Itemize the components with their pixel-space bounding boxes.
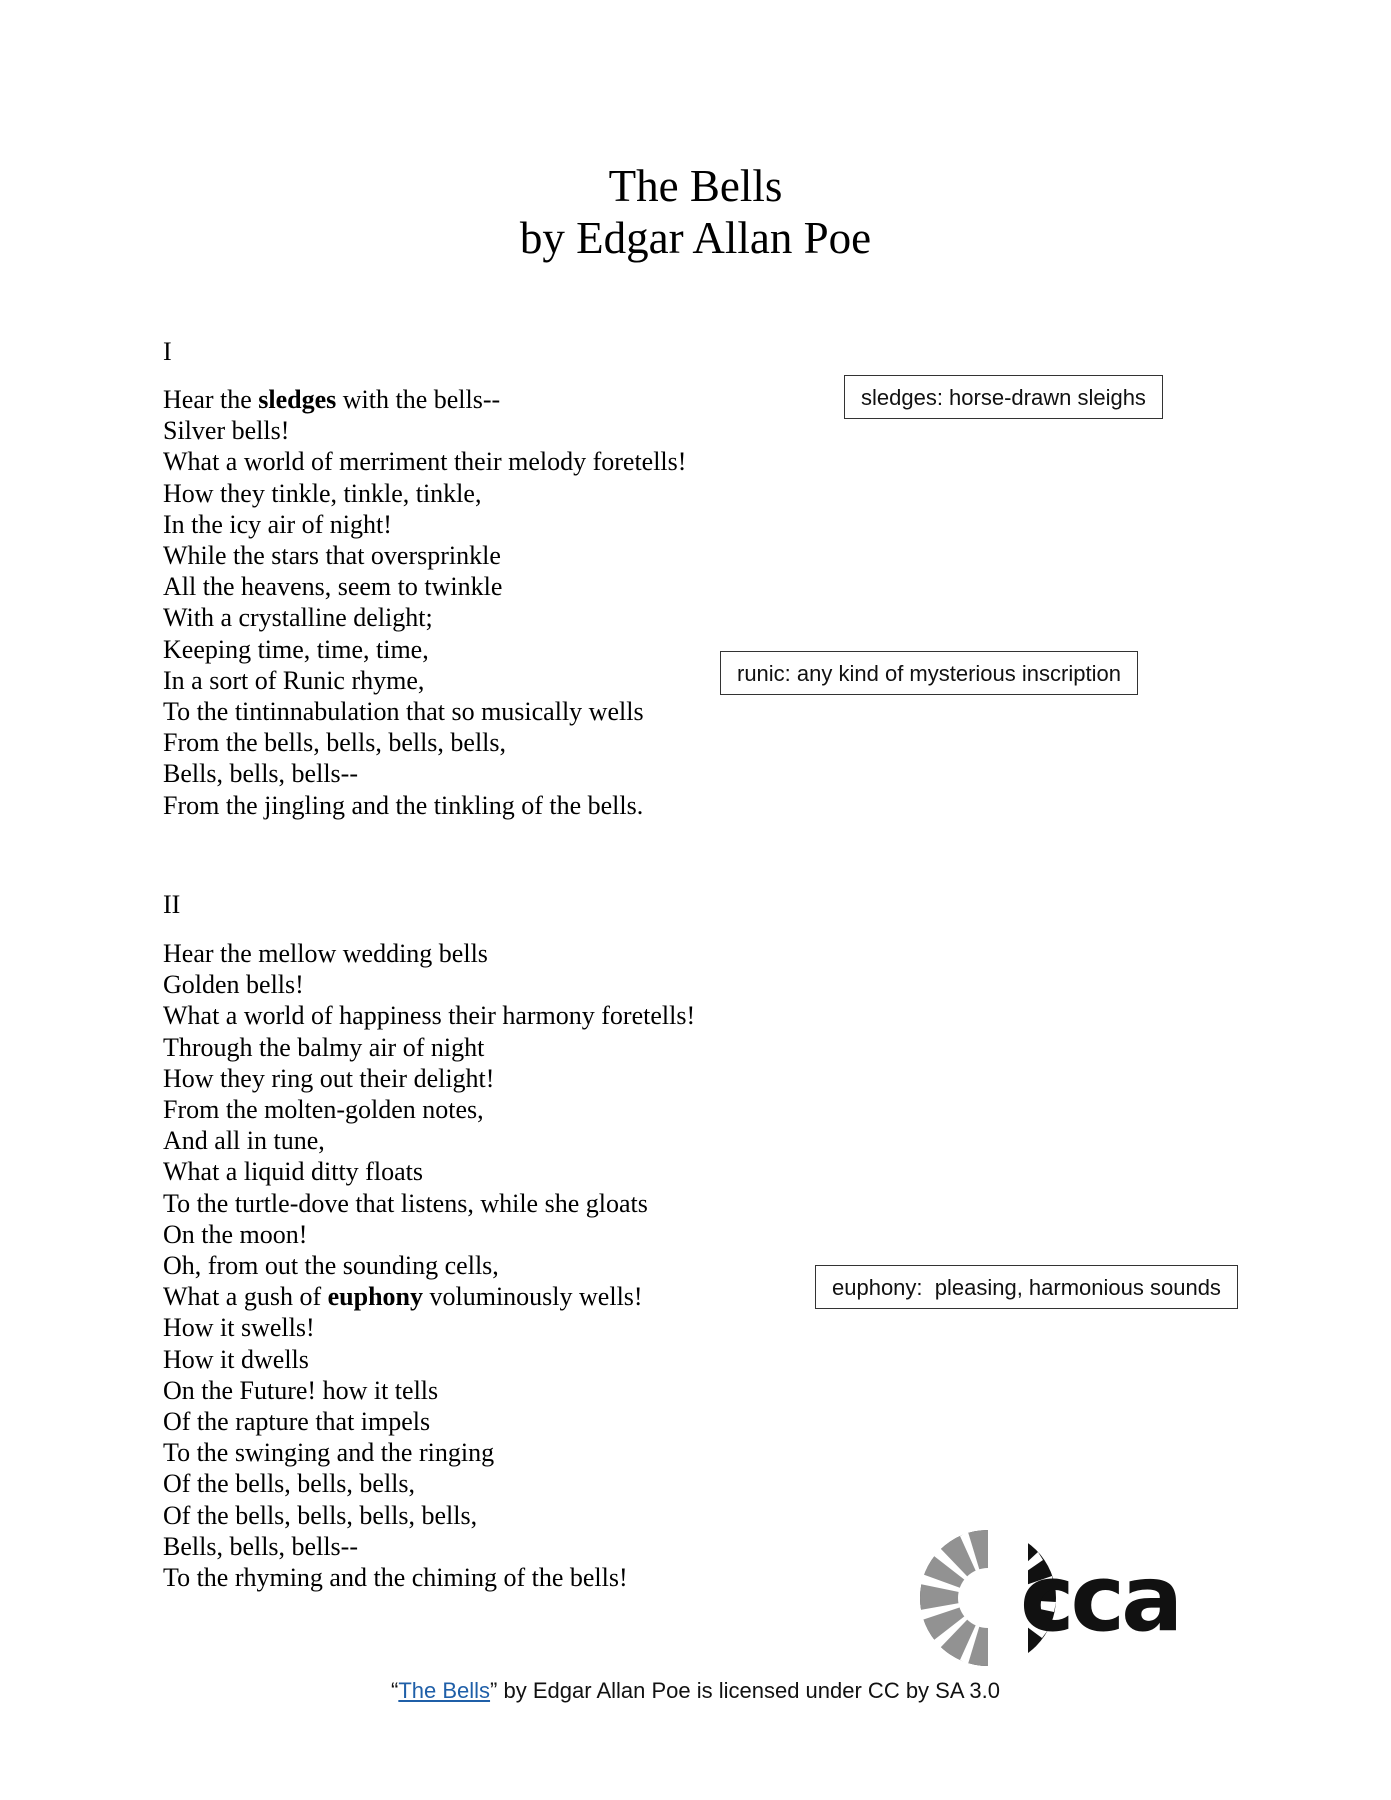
stanza-1 bbox=[163, 384, 686, 821]
poem-line: How it swells! bbox=[163, 1313, 315, 1343]
poem-line: And all in tune, bbox=[163, 1126, 325, 1156]
stanza-2 bbox=[163, 938, 695, 1593]
poem-line: With a crystalline delight; bbox=[163, 603, 433, 633]
note-euphony: euphony: pleasing, harmonious sounds bbox=[815, 1265, 1238, 1309]
poem-line: In the icy air of night! bbox=[163, 509, 392, 539]
poem-line: From the bells, bells, bells, bells, bbox=[163, 728, 507, 758]
sunburst-logo-icon bbox=[918, 1528, 1228, 1668]
poem-author: by Edgar Allan Poe bbox=[519, 213, 872, 263]
poem-line: To the rhyming and the chiming of the bells! bbox=[163, 1563, 628, 1593]
poem-line bbox=[163, 384, 686, 415]
cca-logo bbox=[918, 1528, 1228, 1668]
poem-line: Bells, bells, bells-- bbox=[163, 759, 358, 789]
poem-line-text: What a gush of bbox=[163, 1282, 328, 1312]
poem-line: On the Future! how it tells bbox=[163, 1375, 439, 1405]
poem-line: To the swinging and the ringing bbox=[163, 1438, 495, 1468]
poem-line: On the moon! bbox=[163, 1219, 308, 1249]
poem-line: Silver bells! bbox=[163, 416, 290, 446]
glossed-word: euphony bbox=[327, 1282, 424, 1312]
poem-line: How it dwells bbox=[163, 1344, 309, 1374]
the-bells-link[interactable]: The Bells bbox=[398, 1678, 491, 1703]
poem-line: What a world of merriment their melody foretells! bbox=[163, 447, 687, 477]
poem-line: To the tintinnabulation that so musically wells bbox=[163, 697, 644, 727]
license-footer bbox=[0, 1676, 1391, 1706]
stanza-number-2: II bbox=[163, 890, 181, 919]
poem-line: To the turtle-dove that listens, while she gloats bbox=[163, 1188, 648, 1218]
poem-line: From the jingling and the tinkling of the bells. bbox=[163, 790, 644, 820]
poem-line: Of the rapture that impels bbox=[163, 1407, 431, 1437]
note-runic: runic: any kind of mysterious inscription bbox=[720, 651, 1138, 695]
poem-line-text: Hear the bbox=[163, 385, 259, 414]
footer-license-text: ” by Edgar Allan Poe is licensed under CC by SA 3.0 bbox=[490, 1678, 1000, 1703]
poem-line-text: voluminously wells! bbox=[423, 1282, 643, 1312]
poem-line: In a sort of Runic rhyme, bbox=[163, 665, 425, 695]
poem-line: Keeping time, time, time, bbox=[163, 634, 429, 664]
poem-line: Of the bells, bells, bells, bbox=[163, 1469, 416, 1499]
poem-line: Bells, bells, bells-- bbox=[163, 1531, 358, 1561]
page-title-block bbox=[0, 160, 1391, 264]
note-sledges: sledges: horse-drawn sleighs bbox=[844, 375, 1163, 419]
poem-line bbox=[163, 1281, 695, 1312]
poem-line: Golden bells! bbox=[163, 970, 304, 1000]
poem-line: How they ring out their delight! bbox=[163, 1063, 495, 1093]
glossed-word: sledges bbox=[258, 385, 337, 414]
poem-line: What a liquid ditty floats bbox=[163, 1157, 423, 1187]
poem-line: All the heavens, seem to twinkle bbox=[163, 572, 503, 602]
poem-title: The Bells bbox=[608, 161, 783, 211]
footer-open-quote: “ bbox=[391, 1678, 399, 1703]
poem-line: Of the bells, bells, bells, bells, bbox=[163, 1500, 478, 1530]
poem-line: While the stars that oversprinkle bbox=[163, 541, 501, 571]
poem-line: Hear the mellow wedding bells bbox=[163, 939, 488, 968]
poem-line: Through the balmy air of night bbox=[163, 1032, 485, 1062]
poem-line: From the molten-golden notes, bbox=[163, 1095, 484, 1125]
poem-line: How they tinkle, tinkle, tinkle, bbox=[163, 478, 482, 508]
logo-text: cca bbox=[1020, 1545, 1180, 1652]
stanza-number-1: I bbox=[163, 337, 172, 366]
poem-line: What a world of happiness their harmony foretells! bbox=[163, 1001, 696, 1031]
poem-line: Oh, from out the sounding cells, bbox=[163, 1251, 499, 1281]
poem-line-text: with the bells-- bbox=[336, 385, 501, 414]
